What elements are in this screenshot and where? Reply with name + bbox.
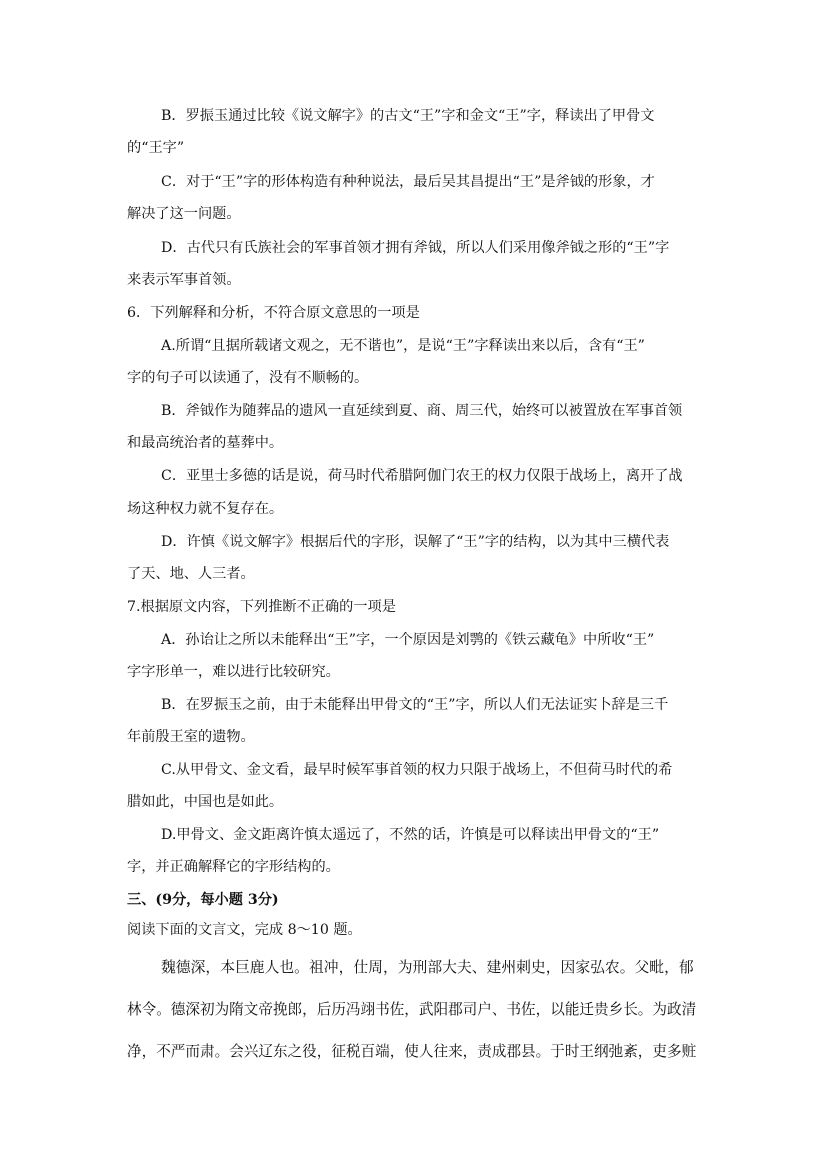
q7-option-c-line1: C.从甲骨文、金文看，最早时候军事首领的权力只限于战场上，不但荷马时代的希 bbox=[161, 762, 673, 778]
q5-option-b-line2: 的“王字” bbox=[127, 140, 185, 156]
q6-option-c-line2: 场这种权力就不复存在。 bbox=[127, 501, 284, 517]
q6-stem: 6．下列解释和分析，不符合原文意思的一项是 bbox=[127, 305, 420, 321]
passage-line-2: 林令。德深初为隋文帝挽郎，后历冯翊书佐，武阳郡司户、书佐，以能迁贵乡长。为政清 bbox=[127, 1001, 697, 1018]
q6-option-c-line1: C．亚里士多德的话是说，荷马时代希腊阿伽门农王的权力仅限于战场上，离开了战 bbox=[161, 468, 683, 484]
q6-option-b-line1: B．斧钺作为随葬品的遗风一直延续到夏、商、周三代，始终可以被置放在军事首领 bbox=[161, 403, 683, 419]
passage-line-3: 净，不严而肃。会兴辽东之役，征税百端，使人往来，责成郡县。于时王纲弛紊，吏多赃 bbox=[127, 1043, 697, 1060]
q7-option-b-line1: B．在罗振玉之前，由于未能释出甲骨文的“王”字，所以人们无法证实卜辞是三千 bbox=[161, 697, 669, 713]
q6-option-a-line2: 字的句子可以读通了，没有不顺畅的。 bbox=[127, 370, 369, 386]
q6-option-d-line1: D．许慎《说文解字》根据后代的字形，误解了“王”字的结构，以为其中三横代表 bbox=[161, 534, 670, 550]
q7-option-a-line1: A．孙诒让之所以未能释出“王”字，一个原因是刘鹗的《铁云藏龟》中所收“王” bbox=[161, 632, 655, 648]
q7-option-c-line2: 腊如此，中国也是如此。 bbox=[127, 794, 284, 810]
passage-line-1: 魏德深，本巨鹿人也。祖冲，仕周，为刑部大夫、建州刺史，因家弘农。父毗，郁 bbox=[161, 959, 694, 976]
q5-option-b-line1: B．罗振玉通过比较《说文解字》的古文“王”字和金文“王”字，释读出了甲骨文 bbox=[161, 108, 655, 124]
q5-option-c-line1: C．对于“王”字的形体构造有种种说法，最后吴其昌提出“王”是斧钺的形象，才 bbox=[161, 174, 655, 190]
q5-option-d-line2: 来表示军事首领。 bbox=[127, 272, 241, 288]
q7-option-a-line2: 字字形单一，难以进行比较研究。 bbox=[127, 664, 340, 680]
q5-option-d-line1: D．古代只有氏族社会的军事首领才拥有斧钺，所以人们采用像斧钺之形的“王”字 bbox=[161, 240, 670, 256]
section3-header: 三、(9分，每小题 3分) bbox=[127, 892, 279, 908]
q5-option-c-line2: 解决了这一问题。 bbox=[127, 206, 241, 222]
section3-instruction: 阅读下面的文言文，完成 8～10 题。 bbox=[127, 922, 362, 938]
q7-option-d-line2: 字，并正确解释它的字形结构的。 bbox=[127, 859, 340, 875]
q6-option-b-line2: 和最高统治者的墓葬中。 bbox=[127, 435, 284, 451]
q7-option-b-line2: 年前殷王室的遗物。 bbox=[127, 729, 255, 745]
q6-option-d-line2: 了天、地、人三者。 bbox=[127, 566, 255, 582]
q6-option-a-line1: A.所谓“且据所载诸文观之，无不谐也”，是说“王”字释读出来以后，含有“王” bbox=[161, 338, 645, 354]
q7-stem: 7.根据原文内容，下列推断不正确的一项是 bbox=[127, 599, 396, 615]
q7-option-d-line1: D.甲骨文、金文距离许慎太遥远了，不然的话，许慎是可以释读出甲骨文的“王” bbox=[161, 827, 660, 843]
